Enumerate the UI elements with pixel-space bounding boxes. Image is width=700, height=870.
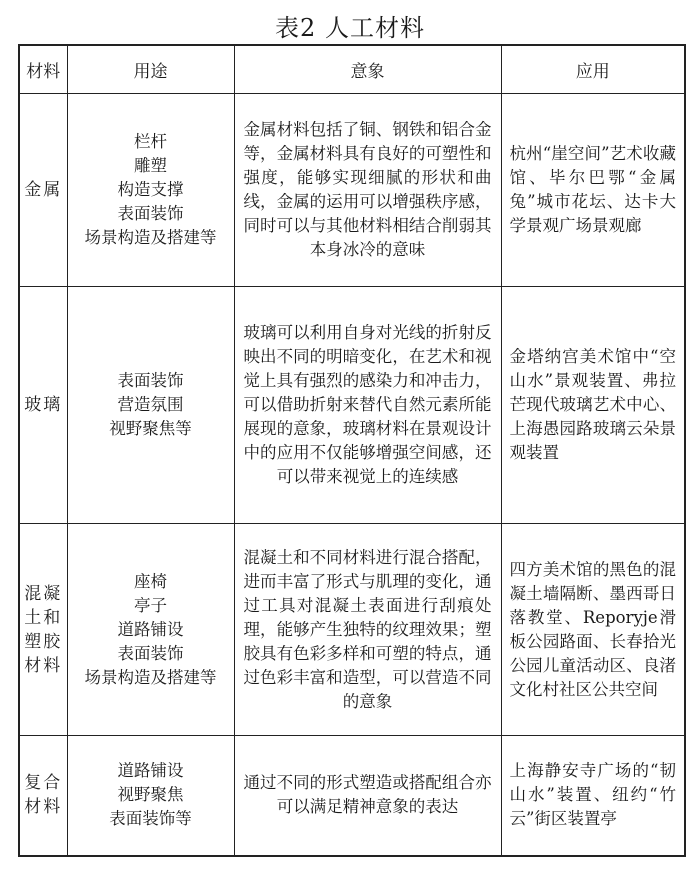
uses-cell — [67, 524, 234, 736]
header-material: 材料 — [19, 45, 67, 94]
header-meaning: 意象 — [234, 45, 501, 94]
uses-cell — [67, 287, 234, 524]
use-item: 表面装饰 — [117, 204, 184, 223]
use-item: 场景构造及搭建等 — [84, 667, 217, 687]
meaning-cell: 金属材料包括了铜、钢铁和铝合金等，金属材料具有良好的可塑性和强度，能够实现细腻的形状和曲线，金属的运用可以增强秩序感，同时可以与其他材料相结合削弱其本身冰冷的意味 — [234, 94, 501, 287]
use-item: 营造氛围 — [117, 395, 184, 414]
application-cell: 金塔纳宫美术馆中“空山水”景观装置、弗拉芒现代玻璃艺术中心、上海愚园路玻璃云朵景观装置 — [501, 287, 685, 524]
application-cell: 杭州“崖空间”艺术收藏馆、毕尔巴鄂“金属兔”城市花坛、达卡大学景观广场景观廊 — [501, 94, 685, 287]
table-row-composite — [19, 736, 685, 856]
use-item: 表面装饰等 — [109, 809, 192, 829]
use-item: 构造支撑 — [117, 180, 184, 199]
application-cell: 四方美术馆的黑色的混凝土墙隔断、墨西哥日落教堂、Reporyje滑板公园路面、长春拾光公园儿童活动区、良渚文化村社区公共空间 — [501, 524, 685, 736]
material-cell: 金属 — [19, 94, 67, 287]
use-item: 表面装饰 — [117, 643, 184, 663]
use-item: 座椅 — [134, 571, 167, 591]
use-item: 雕塑 — [134, 156, 167, 175]
material-cell: 玻璃 — [19, 287, 67, 524]
artificial-materials-table — [18, 44, 686, 857]
application-cell: 上海静安寺广场的“韧山水”装置、纽约“竹云”街区装置亭 — [501, 736, 685, 856]
use-item: 表面装饰 — [117, 371, 184, 390]
header-application: 应用 — [501, 45, 685, 94]
use-item: 道路铺设 — [117, 761, 184, 781]
uses-cell — [67, 94, 234, 287]
table-row-glass — [19, 287, 685, 524]
use-item: 亭子 — [134, 595, 167, 615]
use-item: 场景构造及搭建等 — [84, 228, 217, 247]
meaning-cell: 混凝土和不同材料进行混合搭配，进而丰富了形式与肌理的变化，通过工具对混凝土表面进行刮痕处理，能够产生独特的纹理效果；塑胶具有色彩多样和可塑的特点，通过色彩丰富和造型，可以营造不同的意象 — [234, 524, 501, 736]
meaning-cell: 通过不同的形式塑造或搭配组合亦可以满足精神意象的表达 — [234, 736, 501, 856]
header-row — [19, 45, 685, 94]
table-row-metal — [19, 94, 685, 287]
uses-cell — [67, 736, 234, 856]
material-cell: 复合材料 — [19, 736, 67, 856]
meaning-cell: 玻璃可以利用自身对光线的折射反映出不同的明暗变化，在艺术和视觉上具有强烈的感染力和冲击力，可以借助折射来替代自然元素所能展现的意象，玻璃材料在景观设计中的应用不仅能够增强空间感，还可以带来视觉上的连续感 — [234, 287, 501, 524]
table-title: 表2 人工材料 — [275, 14, 425, 42]
use-item: 视野聚焦等 — [109, 419, 192, 438]
header-uses: 用途 — [67, 45, 234, 94]
use-item: 道路铺设 — [117, 619, 184, 639]
use-item: 视野聚焦 — [117, 785, 184, 805]
table-row-concrete-plastic — [19, 524, 685, 736]
material-cell: 混凝土和塑胶材料 — [19, 524, 67, 736]
use-item: 栏杆 — [134, 132, 167, 151]
